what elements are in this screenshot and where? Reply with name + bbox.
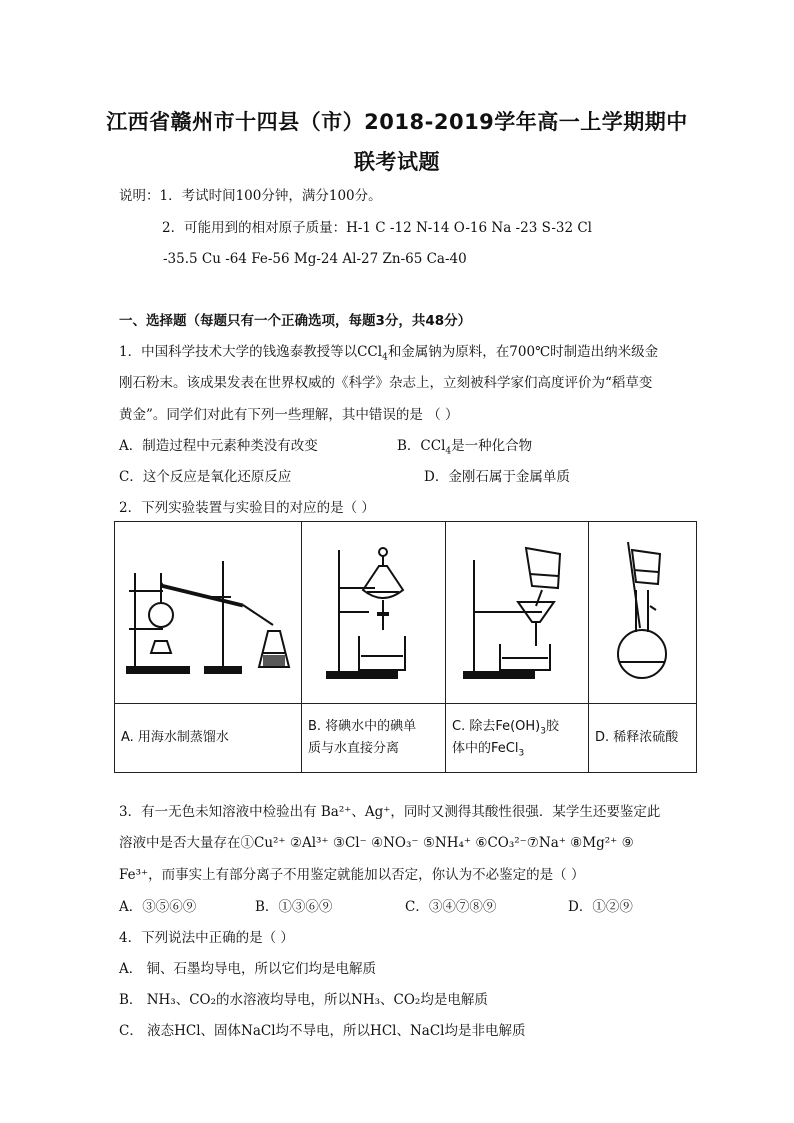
distillation-apparatus-icon xyxy=(123,543,293,683)
caption-c xyxy=(446,704,589,773)
q1-option-b xyxy=(397,437,532,455)
caption-c-1a: C. 除去Fe(OH) xyxy=(452,719,541,734)
apparatus-c-cell xyxy=(446,522,589,704)
q1-line-2: 刚石粉末。该成果发表在世界权威的《科学》杂志上，立刻被科学家们高度评价为“稻草变 xyxy=(119,375,653,391)
q1-line-1 xyxy=(119,343,658,361)
title-line-1: 江西省赣州市十四县（市）2018-2019学年高一上学期期中 xyxy=(106,110,688,134)
apparatus-d-cell xyxy=(589,522,697,704)
q3-line-1: 3．有一无色未知溶液中检验出有 Ba²⁺、Ag⁺，同时又测得其酸性很强．某学生还要鉴定此 xyxy=(119,804,661,820)
q3-option-a: A．③⑤⑥⑨ xyxy=(119,899,197,915)
title-line-2: 联考试题 xyxy=(354,150,440,174)
volumetric-flask-icon xyxy=(598,540,688,685)
q4-option-c: C． 液态HCl、固体NaCl均不导电，所以HCl、NaCl均是非电解质 xyxy=(119,1023,526,1039)
apparatus-table xyxy=(114,521,697,773)
q1-option-b-sub: 4 xyxy=(445,446,452,457)
q1-line-1a: 1．中国科学技术大学的钱逸泰教授等以CCl xyxy=(119,344,383,360)
q1-sub: 4 xyxy=(382,352,388,363)
caption-c-sub-2: 3 xyxy=(518,748,525,759)
q3-option-b: B．①③⑥⑨ xyxy=(255,899,333,915)
caption-c-1b: 胶 xyxy=(546,719,560,734)
q4-option-b: B． NH₃、CO₂的水溶液均导电，所以NH₃、CO₂均是电解质 xyxy=(119,992,488,1008)
separatory-funnel-icon xyxy=(319,540,429,685)
caption-c-sub-1: 3 xyxy=(540,726,546,737)
caption-a: A. 用海水制蒸馏水 xyxy=(115,704,302,773)
q4-option-a: A． 铜、石墨均导电，所以它们均是电解质 xyxy=(119,961,377,977)
q2-stem: 2．下列实验装置与实验目的对应的是（ ） xyxy=(119,500,375,516)
note-3: -35.5 Cu -64 Fe-56 Mg-24 Al-27 Zn-65 Ca-40 xyxy=(163,251,467,267)
q1-option-b-a: B．CCl xyxy=(397,438,446,454)
q1-option-b-b: 是一种化合物 xyxy=(451,438,533,454)
q1-line-3: 黄金”。同学们对此有下列一些理解，其中错误的是 （ ） xyxy=(119,407,459,423)
caption-c-line-2 xyxy=(452,738,588,760)
q1-option-c: C．这个反应是氧化还原反应 xyxy=(119,469,292,485)
apparatus-a-cell xyxy=(115,522,302,704)
apparatus-b-cell xyxy=(302,522,446,704)
filtration-apparatus-icon xyxy=(460,540,575,685)
q3-line-2: 溶液中是否大量存在①Cu²⁺ ②Al³⁺ ③Cl⁻ ④NO₃⁻ ⑤NH₄⁺ ⑥CO₃²⁻⑦Na⁺ ⑧Mg²⁺ ⑨ xyxy=(119,835,634,851)
q4-stem: 4．下列说法中正确的是（ ） xyxy=(119,930,294,946)
q3-line-3: Fe³⁺，而事实上有部分离子不用鉴定就能加以否定，你认为不必鉴定的是（ ） xyxy=(119,867,585,883)
caption-b-line-2: 质与水直接分离 xyxy=(308,741,400,756)
caption-c-line-1 xyxy=(452,716,588,738)
note-2: 2．可能用到的相对原子质量：H-1 C -12 N-14 O-16 Na -23 S-32 Cl xyxy=(162,220,592,236)
q3-option-c: C．③④⑦⑧⑨ xyxy=(405,899,497,915)
caption-c-2a: 体中的FeCl xyxy=(452,741,519,756)
q1-option-d: D．金刚石属于金属单质 xyxy=(424,469,570,485)
q3-option-d: D．①②⑨ xyxy=(568,899,633,915)
q1-line-1b: 和金属钠为原料，在700℃时制造出纳米级金 xyxy=(387,344,659,360)
note-1: 说明：1．考试时间100分钟，满分100分。 xyxy=(119,188,382,204)
q1-option-a: A．制造过程中元素种类没有改变 xyxy=(119,438,318,454)
caption-d: D. 稀释浓硫酸 xyxy=(589,704,697,773)
caption-b-line-1: B. 将碘水中的碘单 xyxy=(308,719,417,734)
caption-b xyxy=(302,704,446,773)
section-heading: 一、选择题（每题只有一个正确选项，每题3分，共48分） xyxy=(119,313,472,329)
